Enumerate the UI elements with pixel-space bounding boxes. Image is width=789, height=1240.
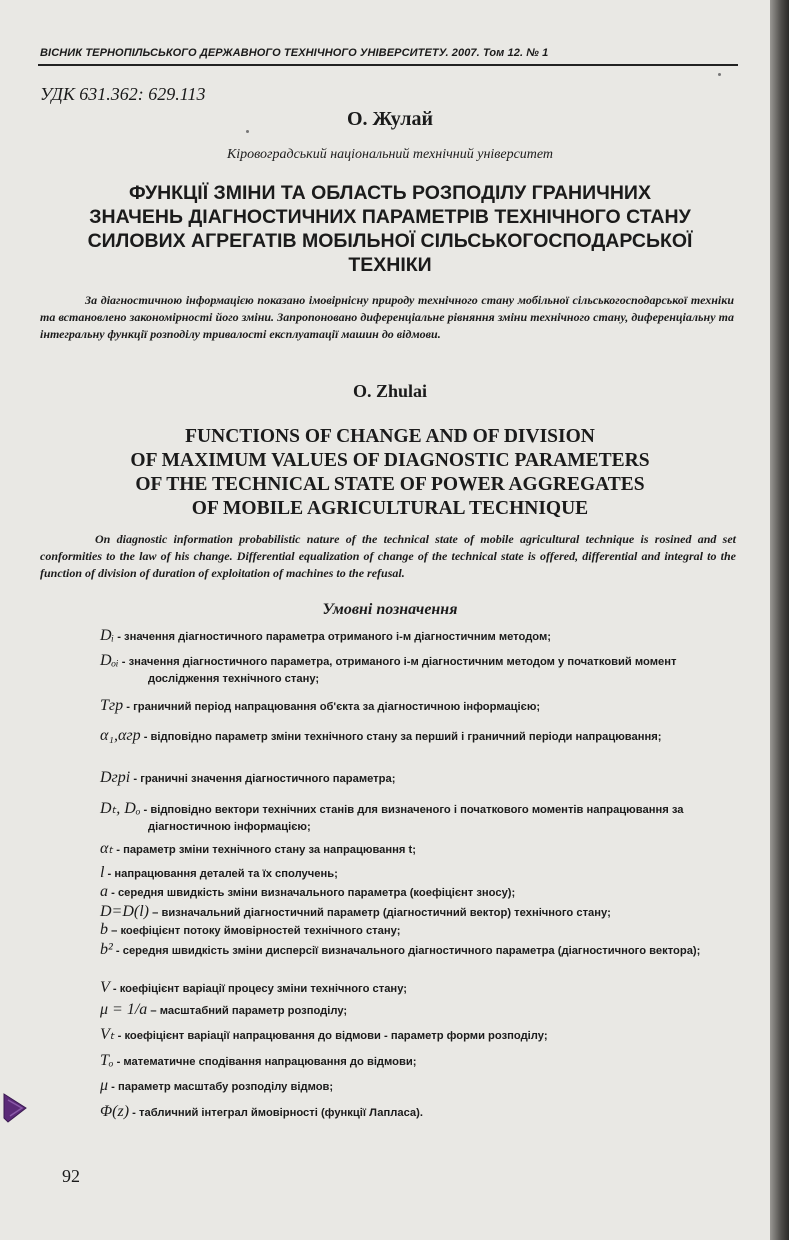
- notation-desc: - відповідно вектори технічних станів для визначеного і початкового моментів напрацювання за діагностичною інформацією;: [140, 804, 684, 833]
- notation-desc: - математичне сподівання напрацювання до відмови;: [113, 1056, 417, 1068]
- notation-item: [100, 979, 740, 998]
- notation-item: [100, 903, 740, 922]
- notation-item: [100, 727, 740, 746]
- journal-header: ВІСНИК ТЕРНОПІЛЬСЬКОГО ДЕРЖАВНОГО ТЕХНІЧНОГО УНІВЕРСИТЕТУ. 2007. Том 12. № 1: [40, 47, 549, 59]
- notation-symbol: α₁,αгр: [100, 727, 141, 744]
- notation-item: [100, 769, 740, 788]
- notation-item: [100, 1001, 740, 1020]
- notation-item: [100, 864, 740, 883]
- notation-symbol: μ = 1/a: [100, 1001, 148, 1018]
- abstract-en: On diagnostic information probabilistic nature of the technical state of mobile agricultural technique is rosined and set conformities to the law of his change. Differential equalization of change of the technical state is offered, differential and integral to the function of division of duration of exploitation of machines to the refusal.: [40, 532, 736, 580]
- notation-item: [100, 800, 740, 836]
- notation-item: [100, 941, 740, 960]
- notation-symbol: μ: [100, 1077, 109, 1094]
- notation-desc: - параметр зміни технічного стану за напрацювання t;: [113, 844, 416, 856]
- notation-desc: - значення діагностичного параметра, отриманого i-м діагностичним методом у початковий момент дослідження технічного стану;: [118, 656, 677, 685]
- title-ua-line: ТЕХНІКИ: [348, 254, 432, 276]
- title-ua-line: СИЛОВИХ АГРЕГАТІВ МОБІЛЬНОЇ СІЛЬСЬКОГОСПОДАРСЬКОЇ: [87, 230, 693, 252]
- notation-desc: - граничний період напрацювання об'єкта за діагностичною інформацією;: [123, 701, 541, 713]
- notation-desc: - середня швидкість зміни визначального параметра (коефіцієнт зносу);: [108, 887, 516, 899]
- notation-item: [100, 921, 740, 940]
- notation-desc: - напрацювання деталей та їх сполучень;: [104, 868, 338, 880]
- notation-symbol: b²: [100, 941, 113, 958]
- notation-item: [100, 652, 740, 688]
- author-ua: О. Жулай: [346, 108, 434, 130]
- notation-desc: - параметр масштабу розподілу відмов;: [108, 1081, 334, 1093]
- notation-heading: Умовні позначення: [322, 601, 458, 618]
- notation-desc: - табличний інтеграл ймовірності (функції Лапласа).: [129, 1107, 423, 1119]
- notation-symbol: Dгрі: [100, 769, 131, 786]
- notation-item: [100, 697, 740, 716]
- notation-symbol: Tₒ: [100, 1052, 114, 1069]
- notation-desc: – масштабний параметр розподілу;: [147, 1005, 348, 1017]
- header-rule: [38, 64, 738, 66]
- affiliation-ua: Кіровоградський національний технічний університет: [226, 147, 554, 162]
- notation-symbol: Dₜ, Dₒ: [100, 800, 141, 817]
- title-ua-line: ФУНКЦІЇ ЗМІНИ ТА ОБЛАСТЬ РОЗПОДІЛУ ГРАНИЧНИХ: [129, 182, 651, 204]
- notation-symbol: a: [100, 883, 108, 900]
- notation-desc: - граничні значення діагностичного параметра;: [130, 773, 396, 785]
- notation-item: [100, 1052, 740, 1071]
- notation-desc: - середня швидкість зміни дисперсії визначального діагностичного параметра (діагностичного вектора);: [112, 945, 701, 957]
- notation-desc: - відповідно параметр зміни технічного стану за перший і граничний періоди напрацювання;: [140, 731, 662, 743]
- page-number: 92: [62, 1166, 80, 1186]
- speck: [246, 130, 249, 133]
- notation-desc: - коефіцієнт варіації процесу зміни технічного стану;: [109, 983, 407, 995]
- notation-item: [100, 883, 740, 902]
- notation-symbol: Dᵢ: [100, 627, 115, 644]
- title-en: [30, 425, 750, 521]
- notation-item: [100, 627, 740, 646]
- notation-symbol: Tгр: [100, 697, 124, 714]
- title-en-line: OF MAXIMUM VALUES OF DIAGNOSTIC PARAMETERS: [130, 450, 650, 471]
- notation-item: [100, 1026, 740, 1045]
- title-en-line: OF MOBILE AGRICULTURAL TECHNIQUE: [191, 498, 589, 519]
- title-en-line: OF THE TECHNICAL STATE OF POWER AGGREGATES: [135, 474, 645, 495]
- binder-clip-icon: [2, 1088, 36, 1126]
- udk-code: УДК 631.362: 629.113: [40, 84, 206, 104]
- notation-item: [100, 1103, 740, 1122]
- notation-desc: – коефіцієнт потоку ймовірностей технічного стану;: [108, 925, 401, 937]
- notation-item: [100, 1077, 740, 1096]
- notation-desc: – визначальний діагностичний параметр (діагностичний вектор) технічного стану;: [149, 907, 611, 919]
- notation-symbol: b: [100, 921, 108, 938]
- title-en-line: FUNCTIONS OF CHANGE AND OF DIVISION: [185, 426, 595, 447]
- notation-item: [100, 840, 740, 859]
- title-ua-line: ЗНАЧЕНЬ ДІАГНОСТИЧНИХ ПАРАМЕТРІВ ТЕХНІЧНОГО СТАНУ: [89, 206, 691, 228]
- page-edge-shadow: [770, 0, 789, 1240]
- author-en: O. Zhulai: [352, 381, 428, 401]
- notation-symbol: αₜ: [100, 840, 114, 857]
- speck: [718, 73, 721, 76]
- notation-desc: - коефіцієнт варіації напрацювання до відмови - параметр форми розподілу;: [114, 1030, 548, 1042]
- notation-symbol: Φ(z): [100, 1103, 130, 1120]
- abstract-ua: За діагностичною інформацією показано імовірнісну природу технічного стану мобільної сільськогосподарської техніки та встановлено закономірності його зміни. Запропоновано диференціальне рівняння зміни технічного стану, диференціальну та інтегральну функції розподілу тривалості експлуатації машин до відмови.: [40, 293, 734, 341]
- title-ua: [30, 181, 750, 277]
- notation-desc: - значення діагностичного параметра отриманого i-м діагностичним методом;: [114, 631, 551, 643]
- notation-symbol: D=D(l): [100, 903, 150, 920]
- notation-symbol: Vₜ: [100, 1026, 115, 1043]
- notation-symbol: V: [100, 979, 110, 996]
- notation-symbol: Dₒᵢ: [100, 652, 119, 669]
- notation-symbol: l: [100, 864, 105, 881]
